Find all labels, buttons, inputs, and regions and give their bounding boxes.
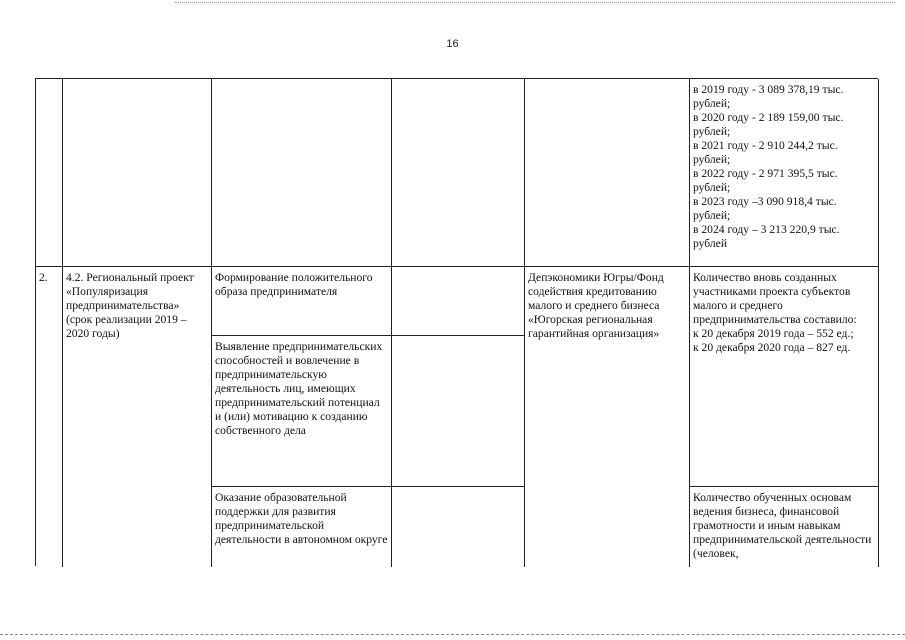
cell-activity-3: Оказание образовательной поддержки для развития предпринимательской деятельности в автономном округе	[212, 487, 392, 567]
cell-project-name: 4.2. Региональный проект «Популяризация предпринимательства» (срок реализации 2019 – 2020 годы)	[63, 267, 212, 567]
cell-row-number: 2.	[36, 267, 63, 567]
cell-prev-responsible	[525, 79, 690, 267]
cell-prev-activity	[212, 79, 392, 267]
cell-prev-project	[63, 79, 212, 267]
cell-indicator-2: Количество обученных основам ведения бизнеса, финансовой грамотности и иным навыкам предпринимательской деятельности (человек,	[690, 487, 879, 567]
page-number: 16	[446, 38, 459, 50]
program-table	[35, 78, 878, 566]
scan-top-edge	[175, 2, 895, 3]
cell-activity-2: Выявление предпринимательских способностей и вовлечение в предпринимательскую деятельность лиц, имеющих предпринимательский потенциал и (или) мотивацию к созданию собственного дела	[212, 336, 392, 487]
cell-activity-1-empty	[392, 267, 525, 336]
scan-bottom-edge	[0, 634, 905, 635]
cell-responsible: Депэкономики Югры/Фонд содействия кредитованию малого и среднего бизнеса «Югорская региональная гарантийная организация»	[525, 267, 690, 567]
cell-indicator-1: Количество вновь созданных участниками проекта субъектов малого и среднего предпринимательства составило: к 20 декабря 2019 года – 552 ед.; к 20 декабря 2020 года – 827 ед.	[690, 267, 879, 487]
cell-prev-number	[36, 79, 63, 267]
cell-activity-2-empty	[392, 336, 525, 487]
cell-prev-empty	[392, 79, 525, 267]
cell-activity-1: Формирование положительного образа предпринимателя	[212, 267, 392, 336]
cell-prev-target-values: в 2019 году - 3 089 378,19 тыс. рублей; в 2020 году - 2 189 159,00 тыс. рублей; в 2021 году - 2 910 244,2 тыс. рублей; в 2022 году - 2 971 395,5 тыс. рублей; в 2023 году –3 090 918,4 тыс. рублей; в 2024 году – 3 213 220,9 тыс. рублей	[690, 79, 879, 267]
cell-activity-3-empty	[392, 487, 525, 567]
